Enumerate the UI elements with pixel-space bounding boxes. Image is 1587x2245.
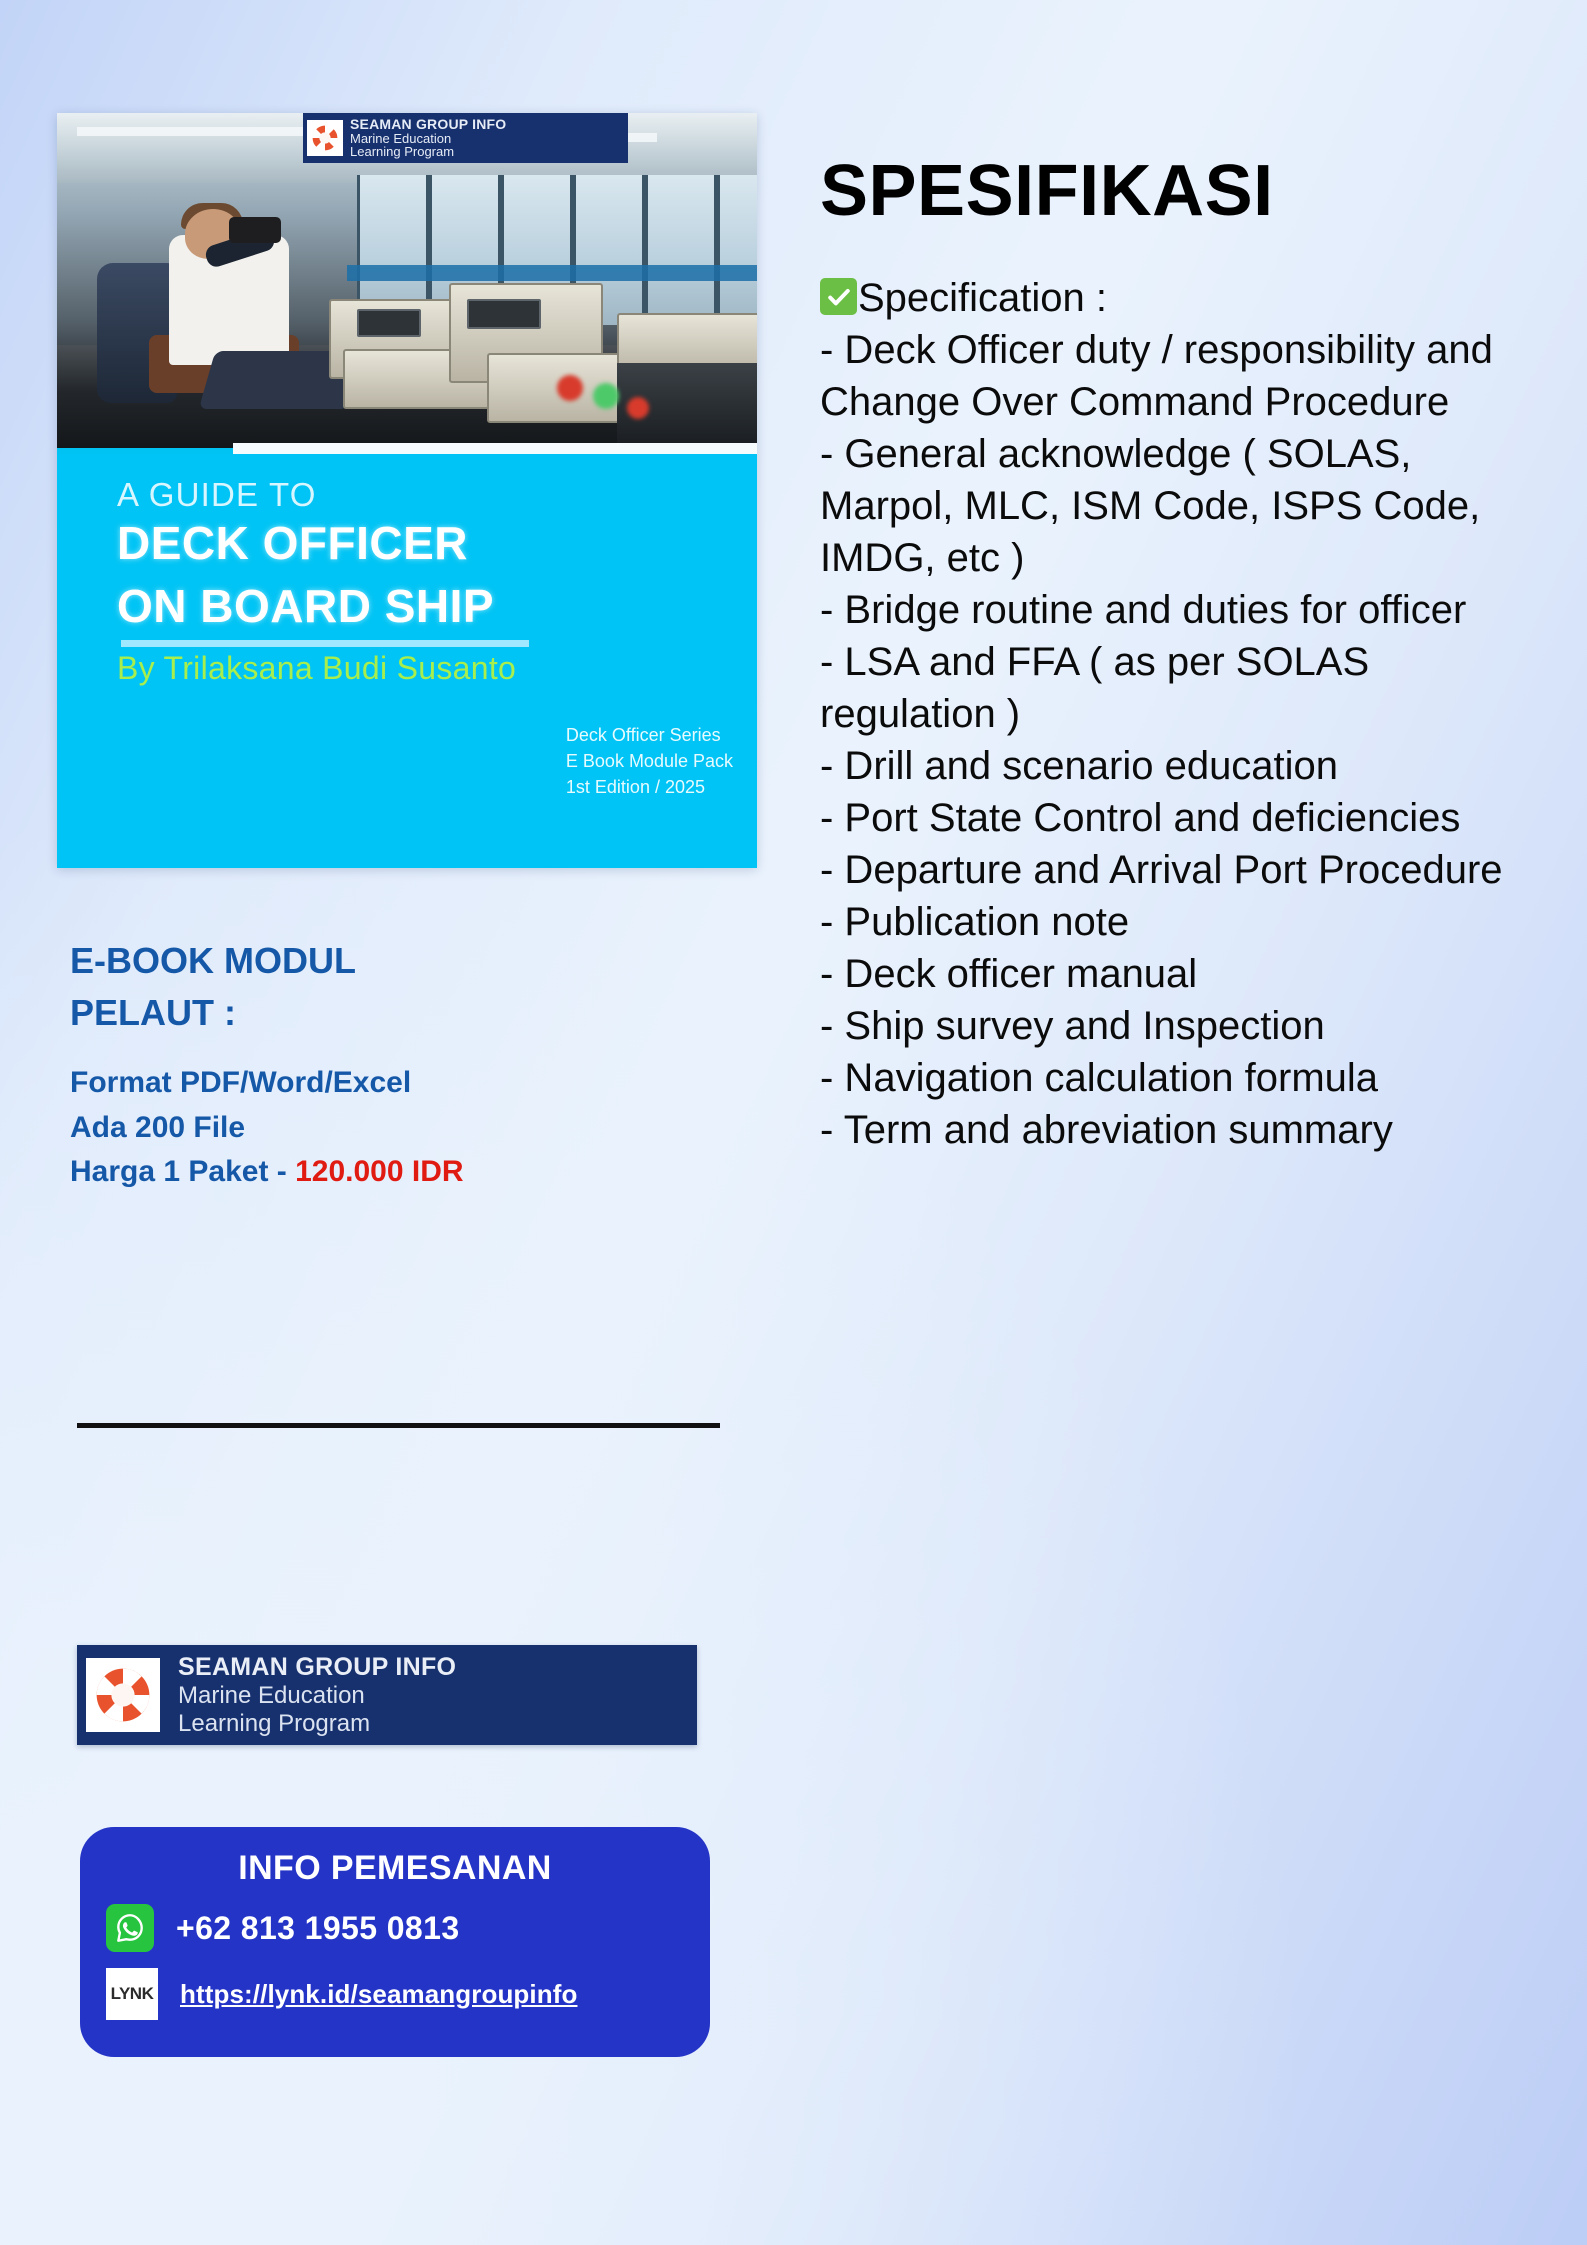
photo-binoculars [229,217,281,243]
cover-series-line2: E Book Module Pack [565,751,733,772]
spec-item: - Publication note [820,900,1130,944]
cover-title-underline [121,640,529,647]
organization-line2: Marine Education [178,1681,365,1709]
section-divider [77,1423,720,1428]
photo-bridge-rail [347,265,757,281]
organization-name: SEAMAN GROUP INFO [178,1652,457,1681]
photo-instrument-panel [357,309,421,337]
promo-title-line1: E-BOOK MODUL [70,940,356,981]
spec-item: - LSA and FFA ( as per SOLAS regulation ) [820,640,1381,736]
spec-list [820,272,1510,1156]
whatsapp-icon[interactable] [106,1904,154,1952]
cover-series-line3: 1st Edition / 2025 [565,777,706,798]
right-column [815,0,1587,2245]
promo-price-value: 120.000 IDR [295,1155,464,1189]
cover-series-info [566,722,733,800]
promo-format: Format PDF/Word/Excel [70,1066,412,1100]
cover-title-block [57,454,757,868]
cover-author: By Trilaksana Budi Susanto [117,650,517,686]
promo-file-count: Ada 200 File [70,1110,246,1144]
lynk-wordmark: LYNK [110,1984,154,2003]
cover-title-line2: ON BOARD SHIP [117,580,495,632]
promo-details [70,935,710,1195]
spec-item: - Deck Officer duty / responsibility and Change Over Command Procedure [820,328,1504,424]
lifebuoy-icon [86,1658,160,1732]
book-cover-image [57,113,757,868]
cover-guide-label: A GUIDE TO [117,476,317,513]
promo-price-row [70,1150,710,1194]
cover-series-line1: Deck Officer Series [565,725,721,745]
lynk-link[interactable]: https://lynk.id/seamangroupinfo [180,1978,578,2009]
order-info-box [80,1827,710,2057]
photo-indicator-light [557,375,583,401]
left-column [0,0,790,2245]
spec-item: - Term and abreviation summary [820,1108,1393,1152]
cover-white-divider [233,443,757,454]
spec-item: - Ship survey and Inspection [820,1004,1325,1048]
lifebuoy-icon [307,120,343,156]
spec-intro-row [820,272,1510,324]
spec-item: - General acknowledge ( SOLAS, Marpol, MLC, ISM Code, ISPS Code, IMDG, etc ) [820,432,1492,580]
spec-item: - Navigation calculation formula [820,1056,1379,1100]
cover-title-line1: DECK OFFICER [117,517,468,569]
cover-brand-text [350,117,506,159]
spec-item: - Port State Control and deficiencies [820,796,1461,840]
photo-window [717,175,757,325]
photo-indicator-light [627,397,649,419]
spec-intro-label: Specification : [858,276,1108,320]
lynk-icon[interactable] [106,1968,158,2020]
spec-item: - Drill and scenario education [820,744,1339,788]
organization-text [178,1653,456,1738]
organization-line3: Learning Program [178,1709,371,1737]
promo-price-label: Harga 1 Paket - [70,1155,296,1189]
spec-item: - Deck officer manual [820,952,1198,996]
cover-brand-line3: Learning Program [350,144,455,160]
cover-brand-line2: Marine Education [350,130,452,146]
photo-window [645,175,717,325]
photo-indicator-light [593,383,619,409]
spec-heading: SPESIFIKASI [820,151,1274,231]
spec-item: - Bridge routine and duties for officer [820,588,1467,632]
order-info-title: INFO PEMESANAN [238,1849,552,1887]
lynk-row[interactable] [106,1968,684,2020]
check-mark-icon [820,278,857,315]
bridge-photo [57,113,757,448]
photo-instrument-panel [467,299,541,329]
whatsapp-row[interactable] [106,1904,684,1952]
cover-brand-banner [303,113,628,163]
photo-ceiling-strip [77,127,327,136]
cover-brand-name: SEAMAN GROUP INFO [350,116,507,133]
promo-title-line2: PELAUT : [70,992,236,1034]
organization-banner [77,1645,697,1745]
spec-item: - Departure and Arrival Port Procedure [820,848,1503,892]
whatsapp-number[interactable]: +62 813 1955 0813 [176,1909,460,1946]
